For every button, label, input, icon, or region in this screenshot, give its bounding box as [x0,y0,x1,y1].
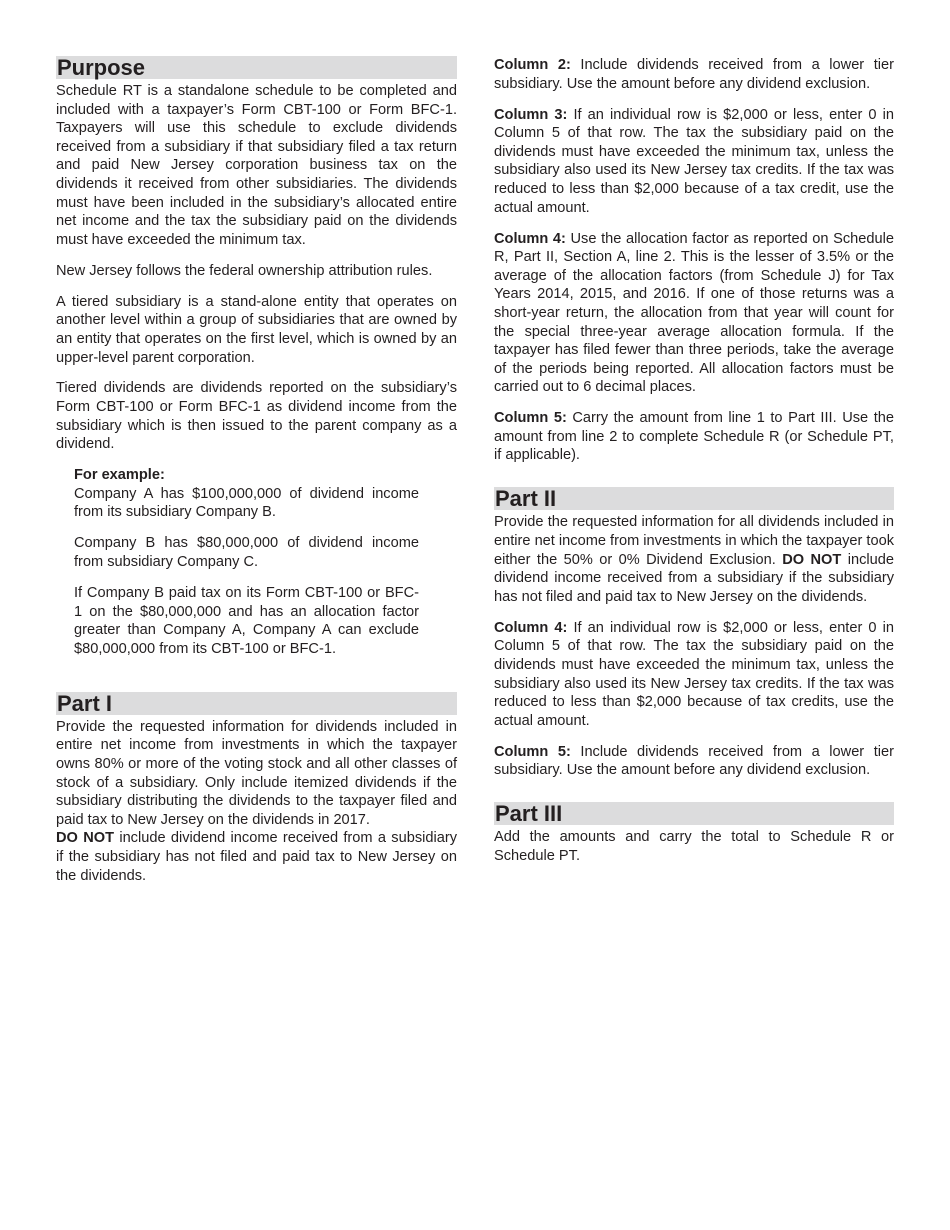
part2-heading: Part II [494,487,894,510]
column3-text: If an individual row is $2,000 or less, enter 0 in Column 5 of that row. The tax the subsidiary paid on the dividends must have exceeded the minimum tax, unless the subsidiary also used its New Jersey tax credits. If the tax was reduced to less than $2,000 because of a tax credit, use the actual amount. [494,106,894,216]
column4-label: Column 4: [494,230,566,247]
purpose-paragraph-3: A tiered subsidiary is a stand-alone entity that operates on another level within a group of subsidiaries that are owned by an entity that operates on the first level, which is owned by an upper-level parent corporation. [56,293,457,366]
purpose-heading: Purpose [56,56,457,79]
column4-text: Use the allocation factor as reported on Schedule R, Part II, Section A, line 2. This is the lesser of 3.5% or the average of the allocation factors (from Schedule J) for Tax Years 2014, 2015, and 2016. If one of those returns was a short-year return, the allocation from that year will count for the special three-year average allocation formula. If the taxpayer has filed fewer than three periods, take the average of the periods being reported. All allocation factors must be carried out to 6 decimal places. [494,230,894,396]
part1-column2-note [494,56,894,93]
part1-column4-note [494,230,894,397]
example-paragraph-1: Company A has $100,000,000 of dividend income from its subsidiary Company B. [74,485,419,521]
part3-heading: Part III [494,802,894,825]
part1-do-not: DO NOT [56,830,115,847]
part3-paragraph: Add the amounts and carry the total to Schedule R or Schedule PT. [494,829,894,864]
purpose-paragraph-2: New Jersey follows the federal ownership attribution rules. [56,262,433,279]
column5-label: Column 5: [494,410,567,427]
example-title: For example: [74,467,165,484]
example-paragraph-2: Company B has $80,000,000 of dividend income from subsidiary Company C. [74,535,419,571]
part2-do-not: DO NOT [782,551,842,568]
column5-text: Carry the amount from line 1 to Part III. Use the amount from line 2 to complete Schedule R (or Schedule PT, if applicable). [494,410,894,464]
part2-column5-text: Include dividends received from a lower tier subsidiary. Use the amount before any dividend exclusion. [494,743,894,779]
example-paragraph-3: If Company B paid tax on its Form CBT-100 or BFC-1 on the $80,000,000 and has an allocation factor greater than Company A, Company A can exclude $80,000,000 from its CBT-100 or BFC-1. [74,585,419,657]
part2-column5-label: Column 5: [494,743,571,760]
part1-heading: Part I [56,692,457,715]
part1-column5-note [494,409,894,465]
part1-paragraph [56,718,457,885]
part2-text: Provide the requested information for all dividends included in entire net income from investments in which the taxpayer took either the 50% or 0% Dividend Exclusion. [494,514,894,568]
column2-text: Include dividends received from a lower tier subsidiary. Use the amount before any dividend exclusion. [494,57,894,92]
column3-label: Column 3: [494,106,568,123]
part1-column3-note [494,106,894,218]
part2-text-tail: include dividend income received from a subsidiary if the subsidiary has not filed and paid tax to New Jersey on the dividends. [494,551,894,605]
left-column [56,56,457,885]
purpose-paragraph-4: Tiered dividends are dividends reported on the subsidiary’s Form CBT-100 or Form BFC-1 as dividend income from the subsidiary which is then issued to the parent company as a dividend. [56,380,457,453]
right-column [494,56,894,866]
part2-paragraph [494,513,894,606]
part2-column5-note [494,743,894,780]
column2-label: Column 2: [494,57,571,73]
purpose-paragraph-1: Schedule RT is a standalone schedule to be completed and included with a taxpayer’s Form CBT-100 or Form BFC-1. Taxpayers will use this schedule to exclude dividends received from a subsidiary if that subsidiary filed a tax return and paid New Jersey corporation business tax on the dividends it received from other subsidiaries. The dividends must have been included in the subsidiary’s allocated entire net income and the tax the subsidiary paid on the dividends must have exceeded the minimum tax. [56,83,457,248]
part2-column4-label: Column 4: [494,619,568,636]
example-block [74,466,419,658]
part2-column4-text: If an individual row is $2,000 or less, enter 0 in Column 5 of that row. The tax the subsidiary paid on the dividends must have exceeded the minimum tax, unless the subsidiary also used its New Jersey tax credits. If the tax was reduced to less than $2,000 because of tax credits, use the actual amount. [494,619,894,729]
part2-column4-note [494,619,894,731]
part1-text-tail: include dividend income received from a subsidiary if the subsidiary has not filed and paid tax to New Jersey on the dividends. [56,830,457,884]
part1-text: Provide the requested information for dividends included in entire net income from investments in which the taxpayer owns 80% or more of the voting stock and all other classes of stock of a subsidiary. Only include itemized dividends if the subsidiary distributing the dividends to the taxpayer filed and paid tax to New Jersey on the dividends in 2017. [56,718,457,828]
